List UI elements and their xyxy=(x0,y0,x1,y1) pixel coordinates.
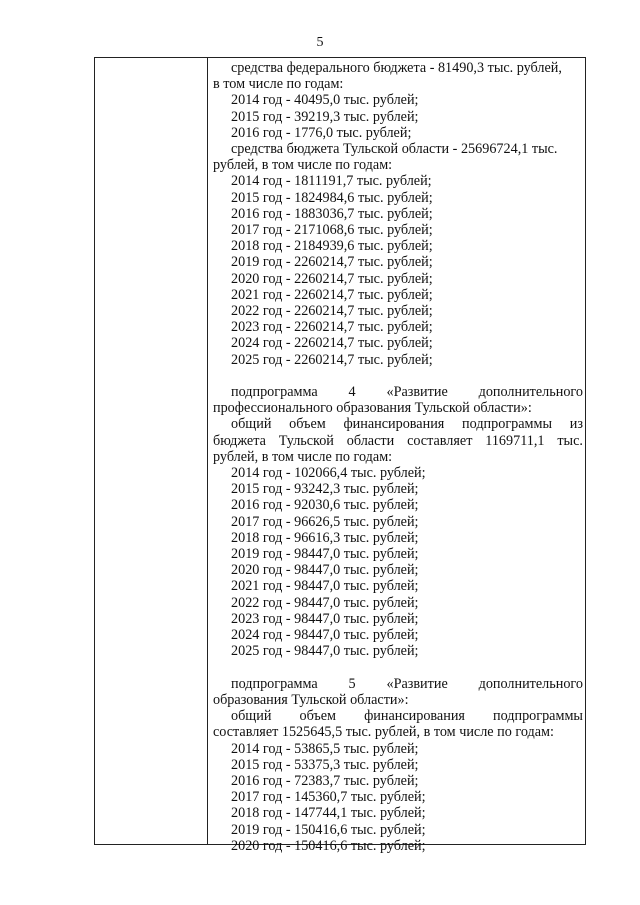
total-word: финансирования xyxy=(343,416,445,433)
subprogram-4-year-line: 2016 год - 92030,6 тыс. рублей; xyxy=(231,497,419,514)
regional-year-line: 2023 год - 2260214,7 тыс. рублей; xyxy=(231,319,433,336)
subprogram-4-title-cont: профессионального образования Тульской области»: xyxy=(213,400,532,417)
subprogram-4-year-line: 2020 год - 98447,0 тыс. рублей; xyxy=(231,562,419,579)
title-word: дополнительного xyxy=(478,675,583,692)
total-word: составляет xyxy=(407,432,473,449)
title-word: 4 xyxy=(348,384,356,401)
regional-year-line: 2025 год - 2260214,7 тыс. рублей; xyxy=(231,351,433,368)
subprogram-4-year-line: 2014 год - 102066,4 тыс. рублей; xyxy=(231,465,426,482)
total-word: объем xyxy=(289,416,326,433)
total-word: финансирования xyxy=(364,708,465,725)
subprogram-5-year-line: 2020 год - 150416,6 тыс. рублей; xyxy=(231,837,426,854)
subprogram-4-year-line: 2017 год - 96626,5 тыс. рублей; xyxy=(231,513,419,530)
total-word: подпрограммы xyxy=(462,416,553,433)
title-word: «Развитие xyxy=(386,675,448,692)
total-word: общий xyxy=(231,708,272,725)
federal-year-line: 2016 год - 1776,0 тыс. рублей; xyxy=(231,124,412,141)
subprogram-4-year-line: 2019 год - 98447,0 тыс. рублей; xyxy=(231,546,419,563)
page-number: 5 xyxy=(316,35,324,50)
regional-budget-line: средства бюджета Тульской области - 25696724,1 тыс. xyxy=(231,141,558,158)
subprogram-4-total xyxy=(213,416,583,432)
title-word: 5 xyxy=(348,675,356,692)
total-word: общий xyxy=(231,416,272,433)
regional-year-line: 2020 год - 2260214,7 тыс. рублей; xyxy=(231,270,433,287)
subprogram-5-title-cont: образования Тульской области»: xyxy=(213,691,409,708)
federal-budget-subline: в том числе по годам: xyxy=(213,76,344,93)
total-word: из xyxy=(569,416,583,433)
federal-year-line: 2014 год - 40495,0 тыс. рублей; xyxy=(231,92,419,109)
subprogram-4-title xyxy=(213,384,583,400)
total-word: Тульской xyxy=(278,432,334,449)
subprogram-4-year-line: 2025 год - 98447,0 тыс. рублей; xyxy=(231,643,419,660)
total-word: объем xyxy=(299,708,337,725)
subprogram-4-year-line: 2023 год - 98447,0 тыс. рублей; xyxy=(231,610,419,627)
total-word: области xyxy=(346,432,395,449)
regional-budget-subline: рублей, в том числе по годам: xyxy=(213,157,393,174)
title-word: дополнительного xyxy=(478,384,583,401)
subprogram-5-year-line: 2019 год - 150416,6 тыс. рублей; xyxy=(231,821,426,838)
federal-year-line: 2015 год - 39219,3 тыс. рублей; xyxy=(231,108,419,125)
total-word: 1169711,1 xyxy=(485,432,545,449)
subprogram-5-year-line: 2016 год - 72383,7 тыс. рублей; xyxy=(231,772,419,789)
subprogram-4-year-line: 2022 год - 98447,0 тыс. рублей; xyxy=(231,594,419,611)
subprogram-5-year-line: 2018 год - 147744,1 тыс. рублей; xyxy=(231,805,426,822)
regional-year-line: 2019 год - 2260214,7 тыс. рублей; xyxy=(231,254,433,271)
title-word: «Развитие xyxy=(386,384,448,401)
regional-year-line: 2014 год - 1811191,7 тыс. рублей; xyxy=(231,173,432,190)
subprogram-4-total-cont xyxy=(213,433,583,449)
total-word: бюджета xyxy=(213,432,266,449)
subprogram-5-year-line: 2017 год - 145360,7 тыс. рублей; xyxy=(231,789,426,806)
subprogram-4-year-line: 2021 год - 98447,0 тыс. рублей; xyxy=(231,578,419,595)
funding-cell xyxy=(213,60,583,854)
subprogram-5-year-line: 2014 год - 53865,5 тыс. рублей; xyxy=(231,740,419,757)
federal-budget-line: средства федерального бюджета - 81490,3 тыс. рублей, xyxy=(231,60,562,76)
regional-year-line: 2021 год - 2260214,7 тыс. рублей; xyxy=(231,286,433,303)
subprogram-4-total-end: рублей, в том числе по годам: xyxy=(213,448,393,465)
subprogram-5-total-cont: составляет 1525645,5 тыс. рублей, в том числе по годам: xyxy=(213,724,554,741)
subprogram-4-year-line: 2024 год - 98447,0 тыс. рублей; xyxy=(231,627,419,644)
total-word: подпрограммы xyxy=(492,708,583,725)
spacer xyxy=(213,660,583,676)
spacer xyxy=(213,368,583,384)
regional-year-line: 2022 год - 2260214,7 тыс. рублей; xyxy=(231,303,433,320)
subprogram-5-total xyxy=(213,708,583,724)
title-word: подпрограмма xyxy=(231,384,318,401)
regional-year-line: 2017 год - 2171068,6 тыс. рублей; xyxy=(231,222,433,239)
column-divider xyxy=(207,57,208,845)
subprogram-5-title xyxy=(213,676,583,692)
subprogram-4-year-line: 2015 год - 93242,3 тыс. рублей; xyxy=(231,481,419,498)
regional-year-line: 2015 год - 1824984,6 тыс. рублей; xyxy=(231,189,433,206)
regional-year-line: 2024 год - 2260214,7 тыс. рублей; xyxy=(231,335,433,352)
total-word: тыс. xyxy=(557,432,583,449)
title-word: подпрограмма xyxy=(231,675,318,692)
subprogram-4-year-line: 2018 год - 96616,3 тыс. рублей; xyxy=(231,529,419,546)
regional-year-line: 2016 год - 1883036,7 тыс. рублей; xyxy=(231,205,433,222)
subprogram-5-year-line: 2015 год - 53375,3 тыс. рублей; xyxy=(231,756,419,773)
regional-year-line: 2018 год - 2184939,6 тыс. рублей; xyxy=(231,238,433,255)
